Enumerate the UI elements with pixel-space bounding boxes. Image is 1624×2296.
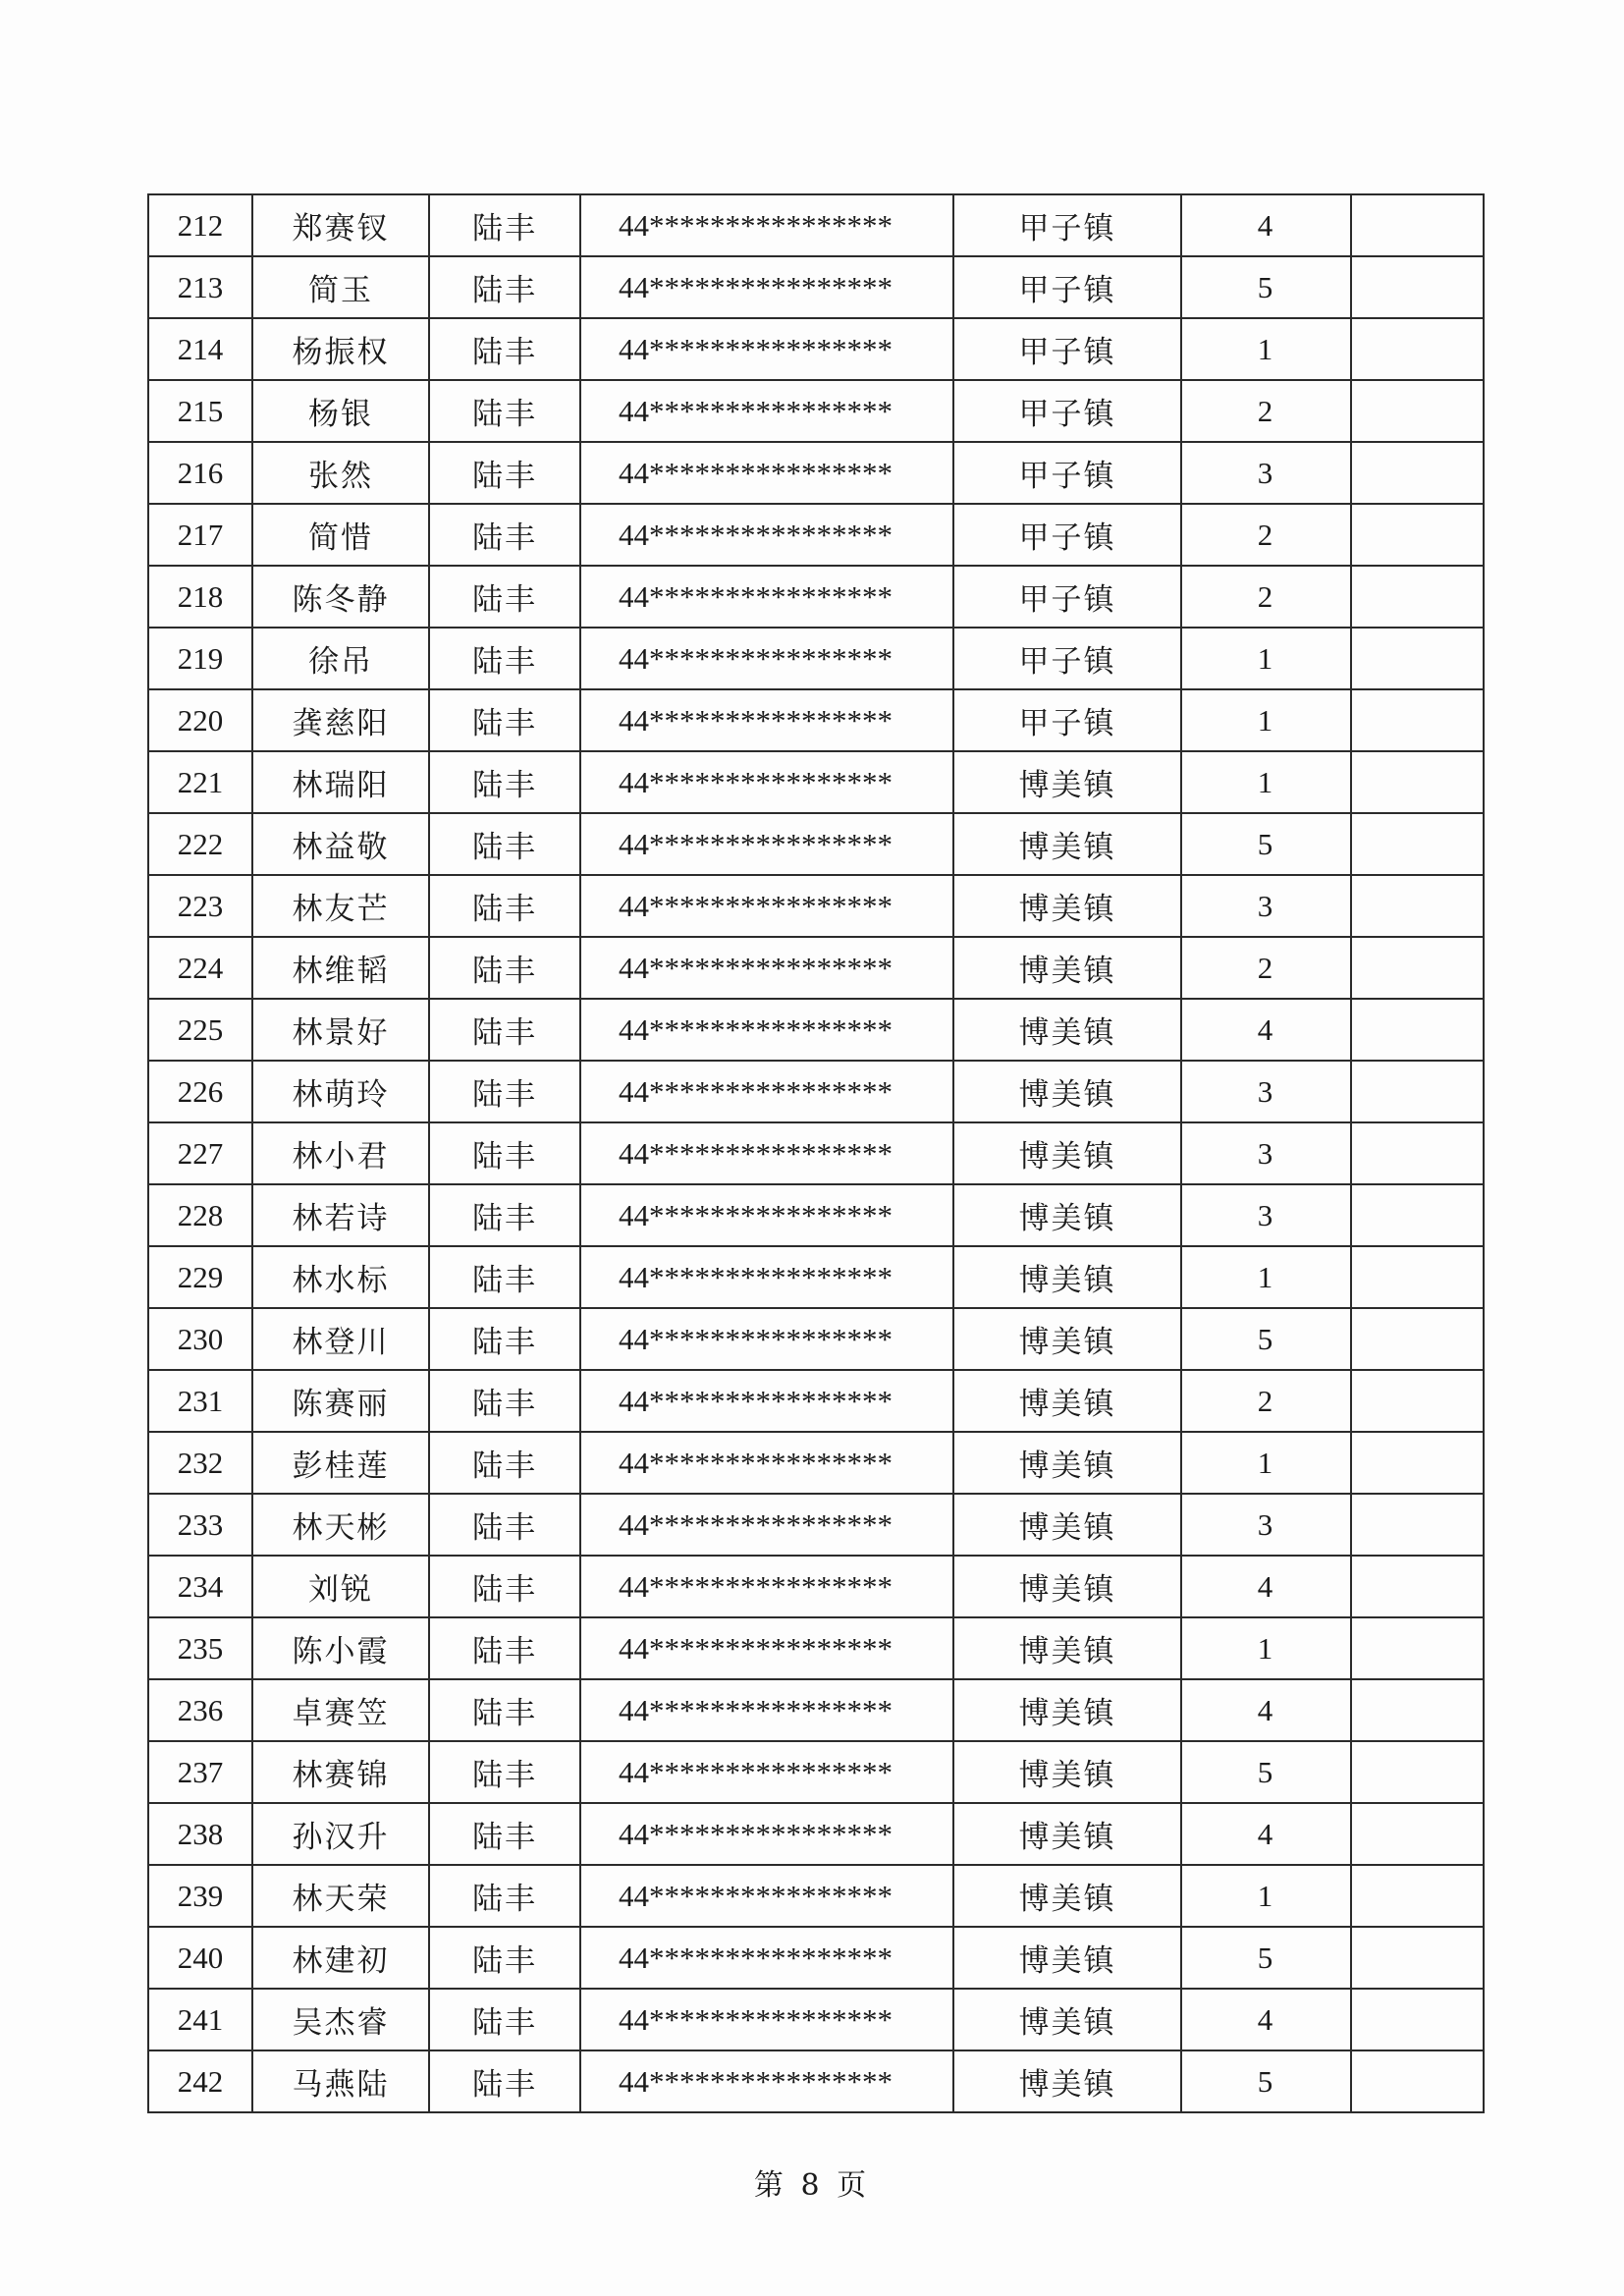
county-cell: 陆丰 — [429, 1122, 580, 1184]
name-cell: 吴杰睿 — [252, 1989, 429, 2050]
table-row — [148, 194, 1484, 256]
table-row — [148, 875, 1484, 937]
count-cell: 5 — [1181, 2050, 1351, 2112]
note-cell — [1351, 999, 1484, 1061]
county-cell: 陆丰 — [429, 1803, 580, 1865]
name-cell: 林登川 — [252, 1308, 429, 1370]
row-number-cell: 217 — [148, 504, 252, 566]
table-row — [148, 504, 1484, 566]
name-cell: 龚慈阳 — [252, 689, 429, 751]
name-cell: 孙汉升 — [252, 1803, 429, 1865]
table-row — [148, 1246, 1484, 1308]
table-row — [148, 1989, 1484, 2050]
row-number-cell: 233 — [148, 1494, 252, 1556]
count-cell: 3 — [1181, 1122, 1351, 1184]
name-cell: 马燕陆 — [252, 2050, 429, 2112]
note-cell — [1351, 751, 1484, 813]
name-cell: 林建初 — [252, 1927, 429, 1989]
name-cell: 林小君 — [252, 1122, 429, 1184]
id-number-cell: 44**************** — [580, 1432, 953, 1494]
id-number-cell: 44**************** — [580, 689, 953, 751]
table-row — [148, 1432, 1484, 1494]
town-cell: 博美镇 — [953, 1432, 1181, 1494]
id-number-cell: 44**************** — [580, 1494, 953, 1556]
id-number-cell: 44**************** — [580, 1989, 953, 2050]
id-number-cell: 44**************** — [580, 1246, 953, 1308]
id-number-cell: 44**************** — [580, 1556, 953, 1617]
county-cell: 陆丰 — [429, 1370, 580, 1432]
row-number-cell: 229 — [148, 1246, 252, 1308]
id-number-cell: 44**************** — [580, 566, 953, 628]
note-cell — [1351, 194, 1484, 256]
town-cell: 甲子镇 — [953, 442, 1181, 504]
id-number-cell: 44**************** — [580, 1370, 953, 1432]
row-number-cell: 227 — [148, 1122, 252, 1184]
row-number-cell: 241 — [148, 1989, 252, 2050]
town-cell: 博美镇 — [953, 1122, 1181, 1184]
town-cell: 博美镇 — [953, 1308, 1181, 1370]
count-cell: 4 — [1181, 1556, 1351, 1617]
id-number-cell: 44**************** — [580, 999, 953, 1061]
count-cell: 5 — [1181, 1927, 1351, 1989]
id-number-cell: 44**************** — [580, 937, 953, 999]
row-number-cell: 228 — [148, 1184, 252, 1246]
id-number-cell: 44**************** — [580, 318, 953, 380]
town-cell: 甲子镇 — [953, 318, 1181, 380]
id-number-cell: 44**************** — [580, 1122, 953, 1184]
id-number-cell: 44**************** — [580, 380, 953, 442]
name-cell: 陈冬静 — [252, 566, 429, 628]
note-cell — [1351, 1679, 1484, 1741]
town-cell: 博美镇 — [953, 1370, 1181, 1432]
note-cell — [1351, 1122, 1484, 1184]
row-number-cell: 219 — [148, 628, 252, 689]
table-row — [148, 751, 1484, 813]
row-number-cell: 230 — [148, 1308, 252, 1370]
name-cell: 陈小霞 — [252, 1617, 429, 1679]
id-number-cell: 44**************** — [580, 256, 953, 318]
note-cell — [1351, 689, 1484, 751]
row-number-cell: 220 — [148, 689, 252, 751]
note-cell — [1351, 318, 1484, 380]
town-cell: 甲子镇 — [953, 566, 1181, 628]
name-cell: 林若诗 — [252, 1184, 429, 1246]
count-cell: 3 — [1181, 442, 1351, 504]
county-cell: 陆丰 — [429, 1989, 580, 2050]
roster-table — [147, 193, 1485, 2113]
county-cell: 陆丰 — [429, 256, 580, 318]
county-cell: 陆丰 — [429, 566, 580, 628]
county-cell: 陆丰 — [429, 1061, 580, 1122]
table-row — [148, 2050, 1484, 2112]
county-cell: 陆丰 — [429, 194, 580, 256]
row-number-cell: 215 — [148, 380, 252, 442]
county-cell: 陆丰 — [429, 1617, 580, 1679]
name-cell: 林景好 — [252, 999, 429, 1061]
count-cell: 4 — [1181, 194, 1351, 256]
count-cell: 1 — [1181, 689, 1351, 751]
table-row — [148, 628, 1484, 689]
town-cell: 博美镇 — [953, 1184, 1181, 1246]
note-cell — [1351, 1370, 1484, 1432]
county-cell: 陆丰 — [429, 1556, 580, 1617]
note-cell — [1351, 1741, 1484, 1803]
note-cell — [1351, 628, 1484, 689]
county-cell: 陆丰 — [429, 937, 580, 999]
id-number-cell: 44**************** — [580, 1927, 953, 1989]
town-cell: 博美镇 — [953, 1061, 1181, 1122]
town-cell: 甲子镇 — [953, 256, 1181, 318]
table-row — [148, 1617, 1484, 1679]
row-number-cell: 216 — [148, 442, 252, 504]
note-cell — [1351, 1865, 1484, 1927]
page-number: 第 8 页 — [753, 2168, 871, 2203]
county-cell: 陆丰 — [429, 1246, 580, 1308]
table-row — [148, 1494, 1484, 1556]
table-row — [148, 1927, 1484, 1989]
town-cell: 博美镇 — [953, 813, 1181, 875]
row-number-cell: 234 — [148, 1556, 252, 1617]
name-cell: 林益敬 — [252, 813, 429, 875]
row-number-cell: 231 — [148, 1370, 252, 1432]
note-cell — [1351, 1803, 1484, 1865]
note-cell — [1351, 442, 1484, 504]
table-row — [148, 380, 1484, 442]
name-cell: 张然 — [252, 442, 429, 504]
count-cell: 3 — [1181, 1494, 1351, 1556]
table-row — [148, 1865, 1484, 1927]
name-cell: 徐吊 — [252, 628, 429, 689]
count-cell: 3 — [1181, 875, 1351, 937]
count-cell: 5 — [1181, 1308, 1351, 1370]
count-cell: 5 — [1181, 813, 1351, 875]
name-cell: 林维韬 — [252, 937, 429, 999]
name-cell: 郑赛钗 — [252, 194, 429, 256]
table-row — [148, 1122, 1484, 1184]
town-cell: 博美镇 — [953, 1617, 1181, 1679]
table-row — [148, 442, 1484, 504]
name-cell: 简玉 — [252, 256, 429, 318]
town-cell: 博美镇 — [953, 2050, 1181, 2112]
count-cell: 5 — [1181, 256, 1351, 318]
row-number-cell: 218 — [148, 566, 252, 628]
id-number-cell: 44**************** — [580, 751, 953, 813]
table-row — [148, 937, 1484, 999]
id-number-cell: 44**************** — [580, 1184, 953, 1246]
row-number-cell: 214 — [148, 318, 252, 380]
name-cell: 简惜 — [252, 504, 429, 566]
row-number-cell: 213 — [148, 256, 252, 318]
table-row — [148, 1061, 1484, 1122]
count-cell: 3 — [1181, 1061, 1351, 1122]
id-number-cell: 44**************** — [580, 504, 953, 566]
count-cell: 2 — [1181, 937, 1351, 999]
note-cell — [1351, 566, 1484, 628]
row-number-cell: 239 — [148, 1865, 252, 1927]
town-cell: 博美镇 — [953, 1556, 1181, 1617]
count-cell: 1 — [1181, 628, 1351, 689]
town-cell: 博美镇 — [953, 1494, 1181, 1556]
count-cell: 2 — [1181, 380, 1351, 442]
county-cell: 陆丰 — [429, 999, 580, 1061]
count-cell: 2 — [1181, 566, 1351, 628]
note-cell — [1351, 1061, 1484, 1122]
county-cell: 陆丰 — [429, 689, 580, 751]
name-cell: 彭桂莲 — [252, 1432, 429, 1494]
roster-table-body — [148, 194, 1484, 2112]
town-cell: 博美镇 — [953, 1989, 1181, 2050]
note-cell — [1351, 2050, 1484, 2112]
name-cell: 刘锐 — [252, 1556, 429, 1617]
id-number-cell: 44**************** — [580, 1741, 953, 1803]
town-cell: 博美镇 — [953, 999, 1181, 1061]
table-row — [148, 1370, 1484, 1432]
county-cell: 陆丰 — [429, 1184, 580, 1246]
town-cell: 甲子镇 — [953, 380, 1181, 442]
county-cell: 陆丰 — [429, 628, 580, 689]
row-number-cell: 238 — [148, 1803, 252, 1865]
note-cell — [1351, 504, 1484, 566]
town-cell: 博美镇 — [953, 937, 1181, 999]
note-cell — [1351, 1184, 1484, 1246]
table-row — [148, 999, 1484, 1061]
row-number-cell: 212 — [148, 194, 252, 256]
note-cell — [1351, 1989, 1484, 2050]
county-cell: 陆丰 — [429, 875, 580, 937]
row-number-cell: 240 — [148, 1927, 252, 1989]
count-cell: 4 — [1181, 1803, 1351, 1865]
table-row — [148, 813, 1484, 875]
county-cell: 陆丰 — [429, 813, 580, 875]
table-row — [148, 1556, 1484, 1617]
name-cell: 杨银 — [252, 380, 429, 442]
county-cell: 陆丰 — [429, 504, 580, 566]
count-cell: 5 — [1181, 1741, 1351, 1803]
count-cell: 1 — [1181, 318, 1351, 380]
town-cell: 博美镇 — [953, 1741, 1181, 1803]
row-number-cell: 237 — [148, 1741, 252, 1803]
row-number-cell: 222 — [148, 813, 252, 875]
county-cell: 陆丰 — [429, 1865, 580, 1927]
id-number-cell: 44**************** — [580, 628, 953, 689]
row-number-cell: 232 — [148, 1432, 252, 1494]
count-cell: 1 — [1181, 751, 1351, 813]
table-row — [148, 566, 1484, 628]
county-cell: 陆丰 — [429, 442, 580, 504]
note-cell — [1351, 1927, 1484, 1989]
id-number-cell: 44**************** — [580, 194, 953, 256]
town-cell: 博美镇 — [953, 1865, 1181, 1927]
name-cell: 林赛锦 — [252, 1741, 429, 1803]
row-number-cell: 224 — [148, 937, 252, 999]
town-cell: 博美镇 — [953, 875, 1181, 937]
note-cell — [1351, 937, 1484, 999]
note-cell — [1351, 1494, 1484, 1556]
county-cell: 陆丰 — [429, 1927, 580, 1989]
county-cell: 陆丰 — [429, 1432, 580, 1494]
table-row — [148, 689, 1484, 751]
count-cell: 1 — [1181, 1865, 1351, 1927]
town-cell: 博美镇 — [953, 1803, 1181, 1865]
town-cell: 甲子镇 — [953, 628, 1181, 689]
id-number-cell: 44**************** — [580, 442, 953, 504]
county-cell: 陆丰 — [429, 751, 580, 813]
table-row — [148, 1803, 1484, 1865]
id-number-cell: 44**************** — [580, 1679, 953, 1741]
row-number-cell: 225 — [148, 999, 252, 1061]
count-cell: 1 — [1181, 1617, 1351, 1679]
name-cell: 林友芒 — [252, 875, 429, 937]
id-number-cell: 44**************** — [580, 1061, 953, 1122]
county-cell: 陆丰 — [429, 1679, 580, 1741]
row-number-cell: 221 — [148, 751, 252, 813]
name-cell: 卓赛笠 — [252, 1679, 429, 1741]
name-cell: 陈赛丽 — [252, 1370, 429, 1432]
name-cell: 林水标 — [252, 1246, 429, 1308]
count-cell: 4 — [1181, 1989, 1351, 2050]
note-cell — [1351, 875, 1484, 937]
note-cell — [1351, 1617, 1484, 1679]
id-number-cell: 44**************** — [580, 2050, 953, 2112]
town-cell: 博美镇 — [953, 1246, 1181, 1308]
table-row — [148, 318, 1484, 380]
table-row — [148, 1679, 1484, 1741]
row-number-cell: 235 — [148, 1617, 252, 1679]
count-cell: 1 — [1181, 1432, 1351, 1494]
row-number-cell: 226 — [148, 1061, 252, 1122]
county-cell: 陆丰 — [429, 2050, 580, 2112]
note-cell — [1351, 813, 1484, 875]
table-row — [148, 1184, 1484, 1246]
name-cell: 林天荣 — [252, 1865, 429, 1927]
table-row — [148, 1741, 1484, 1803]
count-cell: 2 — [1181, 504, 1351, 566]
note-cell — [1351, 1556, 1484, 1617]
town-cell: 甲子镇 — [953, 194, 1181, 256]
town-cell: 博美镇 — [953, 751, 1181, 813]
id-number-cell: 44**************** — [580, 1308, 953, 1370]
note-cell — [1351, 1308, 1484, 1370]
row-number-cell: 223 — [148, 875, 252, 937]
count-cell: 4 — [1181, 1679, 1351, 1741]
county-cell: 陆丰 — [429, 380, 580, 442]
county-cell: 陆丰 — [429, 1741, 580, 1803]
id-number-cell: 44**************** — [580, 1865, 953, 1927]
count-cell: 2 — [1181, 1370, 1351, 1432]
town-cell: 甲子镇 — [953, 504, 1181, 566]
id-number-cell: 44**************** — [580, 1617, 953, 1679]
town-cell: 甲子镇 — [953, 689, 1181, 751]
name-cell: 林萌玲 — [252, 1061, 429, 1122]
table-row — [148, 256, 1484, 318]
town-cell: 博美镇 — [953, 1927, 1181, 1989]
id-number-cell: 44**************** — [580, 875, 953, 937]
note-cell — [1351, 256, 1484, 318]
count-cell: 3 — [1181, 1184, 1351, 1246]
note-cell — [1351, 1432, 1484, 1494]
county-cell: 陆丰 — [429, 1308, 580, 1370]
name-cell: 杨振权 — [252, 318, 429, 380]
county-cell: 陆丰 — [429, 1494, 580, 1556]
name-cell: 林瑞阳 — [252, 751, 429, 813]
count-cell: 4 — [1181, 999, 1351, 1061]
note-cell — [1351, 1246, 1484, 1308]
county-cell: 陆丰 — [429, 318, 580, 380]
table-row — [148, 1308, 1484, 1370]
row-number-cell: 236 — [148, 1679, 252, 1741]
count-cell: 1 — [1181, 1246, 1351, 1308]
id-number-cell: 44**************** — [580, 1803, 953, 1865]
row-number-cell: 242 — [148, 2050, 252, 2112]
id-number-cell: 44**************** — [580, 813, 953, 875]
town-cell: 博美镇 — [953, 1679, 1181, 1741]
note-cell — [1351, 380, 1484, 442]
name-cell: 林天彬 — [252, 1494, 429, 1556]
